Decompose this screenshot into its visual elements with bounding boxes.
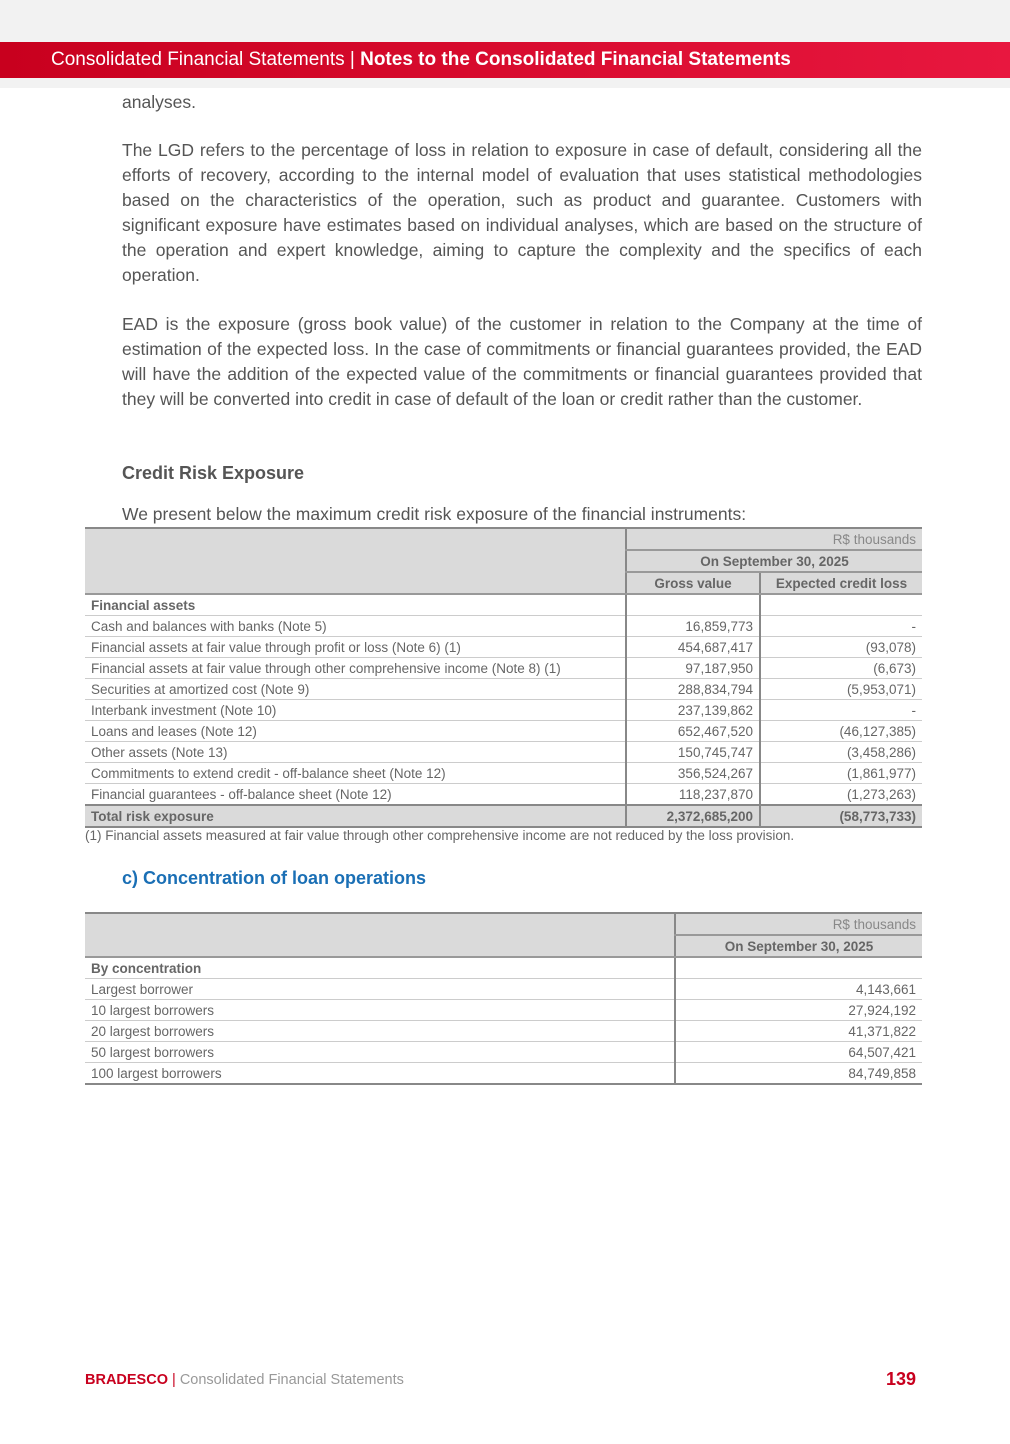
table-row (85, 700, 922, 721)
row-value: 4,143,661 (675, 979, 922, 1000)
row-value: 237,139,862 (626, 700, 760, 721)
unit-label: R$ thousands (675, 913, 922, 935)
row-value: 16,859,773 (626, 616, 760, 637)
concentration-heading: c) Concentration of loan operations (122, 868, 427, 888)
row-value: - (760, 616, 922, 637)
table-row (85, 1021, 922, 1042)
row-value: (1,861,977) (760, 763, 922, 784)
header-blank (85, 528, 626, 594)
table-row (85, 637, 922, 658)
unit-label: R$ thousands (626, 528, 922, 550)
row-value: - (760, 700, 922, 721)
row-value: (1,273,263) (760, 784, 922, 806)
table-row (85, 658, 922, 679)
page-header (0, 42, 1010, 78)
row-value: 652,467,520 (626, 721, 760, 742)
period-header: On September 30, 2025 (675, 935, 922, 957)
paragraph-lgd: The LGD refers to the percentage of loss in relation to exposure in case of default, considering all the efforts of recovery, according to the internal model of evaluation that uses statistical methodologies based on the characteristics of the operation, such as product and guarantee. Customers with significant exposure have estimates based on individual analyses, which are based on the structure of the operation and expert knowledge, aiming to capture the complexity and the specifics of each operation. (122, 140, 922, 285)
row-value: 454,687,417 (626, 637, 760, 658)
paragraph: analyses. (122, 92, 196, 112)
table-row (85, 784, 922, 806)
paragraph-ead: EAD is the exposure (gross book value) of the customer in relation to the Company at the time of estimation of the expected loss. In the case of commitments or financial guarantees provided, the EAD will have the addition of the expected value of the commitments or financial guarantees provided that they will be converted into credit in case of default of the loan or credit rather than the customer. (122, 314, 922, 409)
row-label: 100 largest borrowers (85, 1063, 675, 1085)
row-label: Other assets (Note 13) (85, 742, 626, 763)
row-value: 150,745,747 (626, 742, 760, 763)
top-margin (0, 0, 1010, 42)
credit-risk-table (85, 527, 922, 828)
concentration-table (85, 912, 922, 1085)
row-value: (3,458,286) (760, 742, 922, 763)
table-row (85, 1000, 922, 1021)
page-number: 139 (886, 1369, 917, 1389)
header-section: Consolidated Financial Statements (51, 49, 345, 70)
row-label: Cash and balances with banks (Note 5) (85, 616, 626, 637)
row-label: Interbank investment (Note 10) (85, 700, 626, 721)
row-value: 84,749,858 (675, 1063, 922, 1085)
row-label: Financial assets at fair value through other comprehensive income (Note 8) (1) (85, 658, 626, 679)
table-row (85, 763, 922, 784)
footer-separator: | (167, 1372, 180, 1388)
row-value: 288,834,794 (626, 679, 760, 700)
row-label: 10 largest borrowers (85, 1000, 675, 1021)
brand-logo: BRADESCO (85, 1372, 168, 1388)
row-label: 50 largest borrowers (85, 1042, 675, 1063)
row-label: Financial assets at fair value through profit or loss (Note 6) (1) (85, 637, 626, 658)
table-row (85, 979, 922, 1000)
ecl-header: Expected credit loss (760, 572, 922, 594)
header-title: Notes to the Consolidated Financial Statements (360, 49, 791, 70)
row-value: 64,507,421 (675, 1042, 922, 1063)
total-row: Total risk exposure 2,372,685,200 (58,773,733) (85, 805, 922, 827)
period-header: On September 30, 2025 (626, 550, 922, 572)
table-row (85, 742, 922, 763)
row-label: Largest borrower (85, 979, 675, 1000)
row-label: 20 largest borrowers (85, 1021, 675, 1042)
row-label: Financial guarantees - off-balance sheet (Note 12) (85, 784, 626, 806)
row-value: (46,127,385) (760, 721, 922, 742)
row-label: Loans and leases (Note 12) (85, 721, 626, 742)
row-value: (5,953,071) (760, 679, 922, 700)
table-row (85, 721, 922, 742)
table-row (85, 679, 922, 700)
group-label: Financial assets (85, 594, 626, 616)
header-underline (0, 78, 1010, 88)
page-footer (85, 1372, 404, 1388)
table-row (85, 1042, 922, 1063)
row-value: (6,673) (760, 658, 922, 679)
row-value: 118,237,870 (626, 784, 760, 806)
credit-intro: We present below the maximum credit risk exposure of the financial instruments: (122, 504, 747, 524)
row-value: 41,371,822 (675, 1021, 922, 1042)
row-value: (93,078) (760, 637, 922, 658)
gross-value-header: Gross value (626, 572, 760, 594)
footnote: (1) Financial assets measured at fair value through other comprehensive income are not reduced by the loss provision. (85, 828, 795, 843)
table-row (85, 1063, 922, 1085)
row-label: Commitments to extend credit - off-balance sheet (Note 12) (85, 763, 626, 784)
row-value: 356,524,267 (626, 763, 760, 784)
footer-title: Consolidated Financial Statements (179, 1372, 404, 1388)
credit-heading: Credit Risk Exposure (122, 463, 305, 483)
group-label: By concentration (85, 957, 675, 979)
table-row (85, 616, 922, 637)
row-label: Securities at amortized cost (Note 9) (85, 679, 626, 700)
row-value: 97,187,950 (626, 658, 760, 679)
row-value: 27,924,192 (675, 1000, 922, 1021)
header-separator: | (344, 49, 361, 70)
